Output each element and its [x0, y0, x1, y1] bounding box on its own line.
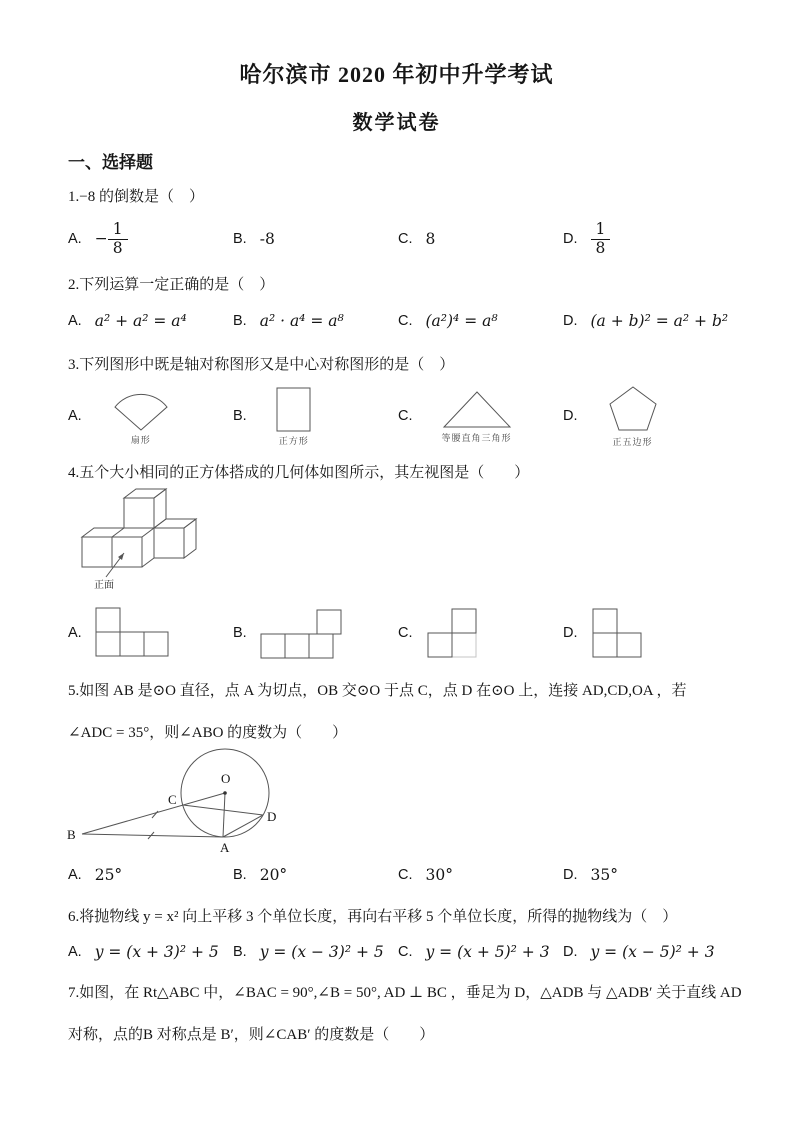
option-label: C. [398, 231, 413, 247]
option-b [233, 606, 398, 660]
option-value: (a + b)² = a² + b² [590, 312, 729, 330]
question-6 [68, 907, 745, 967]
shape-caption: 等腰直角三角形 [441, 433, 512, 443]
option-label: A. [68, 408, 82, 424]
point-label-C: C [168, 792, 177, 807]
fraction-denominator: 8 [112, 238, 123, 257]
circle-geometry [62, 745, 745, 857]
option-value: a² + a² = a⁴ [94, 312, 187, 330]
view-b-cells [261, 610, 341, 658]
question-3 [68, 355, 745, 451]
fraction-denominator: 8 [595, 238, 606, 257]
option-c [398, 606, 563, 660]
option-value: y = (x + 5)² + 3 [425, 943, 550, 961]
front-label: 正面 [94, 580, 114, 591]
option-d [563, 384, 728, 448]
option-label: B. [233, 867, 247, 883]
cube-assembly-figure [76, 487, 208, 591]
question-6-options [68, 937, 745, 967]
shape-square [274, 386, 314, 447]
section-heading: 一、选择题 [68, 153, 153, 172]
option-d [563, 606, 645, 660]
view-option-d-figure [591, 606, 645, 660]
option-a [68, 943, 233, 961]
fan-shape-figure [109, 386, 173, 432]
question-5-stem-line1: 5.如图 AB 是⊙O 直径，点 A 为切点，OB 交⊙O 于点 C，点 D 在⊙O 上，连接 AD,CD,OA ，若 [68, 683, 687, 699]
question-5 [68, 681, 745, 887]
view-option-c-figure [426, 606, 480, 660]
option-d [563, 312, 728, 330]
view-c-cells [428, 609, 476, 657]
option-label: D. [563, 867, 578, 883]
option-a [68, 866, 233, 884]
option-value: 8 [425, 230, 436, 248]
option-a [68, 607, 233, 659]
question-3-stem: 3.下列图形中既是轴对称图形又是中心对称图形的是（ ） [68, 357, 455, 373]
question-2 [68, 275, 745, 337]
question-7-stem-line1: 7.如图，在 Rt△ABC 中，∠BAC = 90°,∠B = 50°, AD ⊥ BC ，垂足为 D，△ADB 与 △ADB′ 关于直线 AD [68, 985, 742, 1001]
option-a [68, 386, 233, 446]
point-label-O: O [221, 771, 231, 786]
option-b [233, 943, 398, 961]
option-d [563, 943, 715, 961]
option-label: C. [398, 867, 413, 883]
point-label-D: D [267, 809, 277, 824]
question-6-stem: 6.将抛物线 y = x² 向上平移 3 个单位长度，再向右平移 5 个单位长度，所得的抛物线为（ ） [68, 909, 678, 925]
question-1-options [68, 215, 745, 263]
option-value: y = (x − 5)² + 3 [590, 943, 715, 961]
cube-assembly [76, 487, 745, 591]
question-4-options [68, 605, 745, 661]
option-label: C. [398, 625, 413, 641]
question-1-stem: 1.−8 的倒数是（ ） [68, 189, 204, 205]
option-label: D. [563, 944, 578, 960]
option-label: A. [68, 867, 82, 883]
option-c [398, 866, 563, 884]
option-label: A. [68, 944, 82, 960]
question-7 [68, 983, 745, 1045]
question-4 [68, 463, 745, 661]
point-label-A: A [220, 840, 230, 855]
option-c [398, 312, 563, 330]
option-label: B. [233, 944, 247, 960]
option-value: y = (x + 3)² + 5 [94, 943, 219, 961]
option-d [563, 221, 610, 258]
point-label-B: B [67, 827, 76, 842]
pentagon-shape-figure [605, 384, 661, 434]
option-value: 20° [259, 866, 288, 884]
fraction [108, 221, 128, 258]
option-label: B. [233, 231, 247, 247]
option-b [233, 312, 398, 330]
shape-caption: 正方形 [278, 435, 309, 446]
option-label: C. [398, 408, 413, 424]
option-label: B. [233, 313, 247, 329]
option-label: D. [563, 408, 578, 424]
option-value: -8 [259, 230, 275, 248]
question-2-stem: 2.下列运算一定正确的是（ ） [68, 277, 275, 293]
option-b [233, 866, 398, 884]
option-value [95, 221, 128, 258]
shape-pentagon [605, 384, 661, 448]
option-value: 25° [94, 866, 123, 884]
cube-lines [82, 489, 196, 567]
option-value: (a²)⁴ = a⁸ [425, 312, 498, 330]
view-option-a-figure [95, 607, 171, 659]
option-label: C. [398, 313, 413, 329]
option-c [398, 388, 563, 444]
question-2-options [68, 305, 745, 337]
question-3-options [68, 381, 745, 451]
fraction-numerator: 1 [591, 221, 611, 240]
circle-geometry-figure [62, 745, 327, 857]
square-shape-figure [274, 386, 314, 433]
option-d [563, 866, 618, 884]
question-7-stem-line2: 对称，点的B 对称点是 B′，则∠CAB′ 的度数是（ ） [68, 1027, 435, 1043]
view-a-cells [96, 608, 168, 656]
option-label: A. [68, 625, 82, 641]
option-label: B. [233, 408, 247, 424]
option-c [398, 230, 563, 248]
question-1 [68, 187, 745, 263]
shape-triangle [440, 388, 514, 444]
minus-sign: − [94, 229, 108, 247]
fraction-numerator: 1 [108, 221, 128, 240]
option-label: A. [68, 231, 82, 247]
option-b [233, 386, 398, 447]
option-label: D. [563, 313, 578, 329]
shape-caption: 扇形 [130, 435, 151, 445]
page-title: 哈尔滨市 2020 年初中升学考试 [239, 62, 554, 87]
question-5-options [68, 863, 745, 887]
center-dot [223, 791, 227, 795]
option-label: D. [563, 625, 578, 641]
option-label: A. [68, 313, 82, 329]
question-4-stem: 4.五个大小相同的正方体搭成的几何体如图所示，其左视图是（ ） [68, 465, 530, 481]
shape-caption: 正五边形 [612, 437, 653, 447]
option-a [68, 221, 233, 258]
option-label: B. [233, 625, 247, 641]
page-content [0, 148, 793, 1045]
option-value [591, 221, 611, 258]
page-subtitle: 数学试卷 [352, 112, 441, 134]
option-label: D. [563, 231, 578, 247]
triangle-shape-figure [440, 388, 514, 430]
option-value: a² · a⁴ = a⁸ [259, 312, 344, 330]
view-d-cells [593, 609, 641, 657]
fraction [591, 221, 611, 258]
front-arrow [106, 553, 124, 577]
option-a [68, 312, 233, 330]
option-value: 30° [425, 866, 453, 884]
option-value: y = (x − 3)² + 5 [259, 943, 384, 961]
option-value: 35° [590, 866, 618, 884]
shape-fan [109, 386, 173, 446]
option-b [233, 230, 398, 248]
option-label: C. [398, 944, 413, 960]
question-5-stem-line2: ∠ADC = 35°，则∠ABO 的度数为（ ） [68, 725, 348, 741]
view-option-b-figure [260, 606, 346, 660]
option-c [398, 943, 563, 961]
